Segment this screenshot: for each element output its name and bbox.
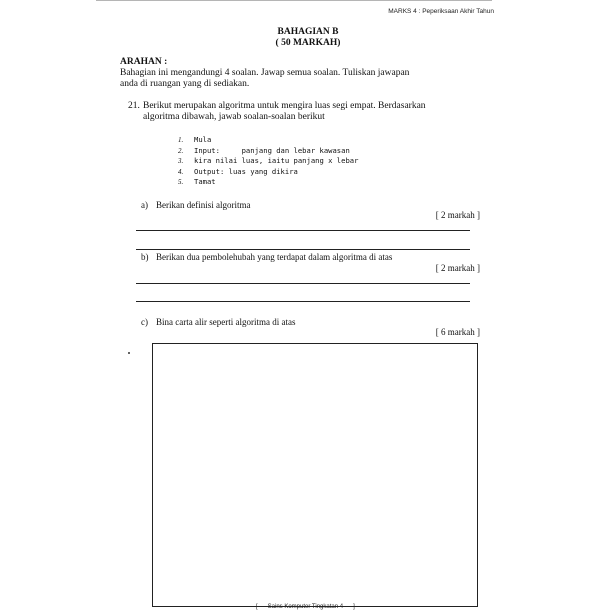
- part-c-label: c): [141, 317, 148, 327]
- part-b-marks: [ 2 markah ]: [435, 263, 480, 273]
- step-text: Tamat: [194, 177, 216, 186]
- part-a-label: a): [141, 200, 148, 210]
- instructions-line-2: anda di ruangan yang di sediakan.: [120, 79, 250, 89]
- question-number: 21.: [128, 101, 140, 111]
- step-text: kira nilai luas, iaitu panjang x lebar: [194, 156, 359, 165]
- algorithm-list: [178, 135, 358, 188]
- footer-close-bracket: ]: [353, 604, 355, 610]
- question-text-line-1: Berikut merupakan algoritma untuk mengira luas segi empat. Berdasarkan: [143, 101, 426, 111]
- instructions-label: ARAHAN :: [120, 57, 168, 67]
- footer-open-bracket: [: [256, 604, 258, 610]
- step-number: 2.: [178, 146, 184, 155]
- algorithm-step: [178, 135, 358, 146]
- step-number: 1.: [178, 136, 184, 144]
- part-b-label: b): [141, 252, 149, 262]
- part-b-text: Berikan dua pembolehubah yang terdapat dalam algoritma di atas: [156, 252, 393, 262]
- answer-line-a1[interactable]: [136, 230, 470, 231]
- answer-line-b1[interactable]: [136, 283, 470, 284]
- part-a-marks: [ 2 markah ]: [435, 210, 480, 220]
- step-number: 5.: [178, 178, 184, 186]
- question-text: [143, 101, 426, 123]
- algorithm-step: [178, 167, 358, 178]
- stray-dot: [128, 352, 130, 354]
- section-title: BAHAGIAN B: [277, 27, 339, 37]
- footer-text: Sains Komputer Tingkatan 4: [267, 604, 344, 610]
- algorithm-step: [178, 146, 358, 157]
- algorithm-step: [178, 156, 358, 167]
- header-rule: [96, 0, 492, 1]
- answer-line-a2[interactable]: [136, 249, 470, 250]
- step-text: Mula: [194, 135, 212, 144]
- answer-line-b2[interactable]: [136, 301, 470, 302]
- step-number: 4.: [178, 167, 184, 176]
- part-c-text: Bina carta alir seperti algoritma di atas: [156, 317, 296, 327]
- running-header: MARKS 4 : Peperiksaan Akhir Tahun: [388, 8, 494, 15]
- part-c-marks: [ 6 markah ]: [435, 327, 480, 337]
- step-number: 3.: [178, 157, 184, 165]
- section-marks: ( 50 MARKAH): [275, 38, 341, 48]
- flowchart-answer-box[interactable]: [152, 343, 478, 607]
- step-text: Output: luas yang dikira: [194, 166, 298, 176]
- part-a-text: Berikan definisi algoritma: [156, 200, 251, 210]
- algorithm-step: [178, 177, 358, 188]
- instructions-line-1: Bahagian ini mengandungi 4 soalan. Jawap semua soalan. Tuliskan jawapan: [120, 68, 410, 78]
- question-text-line-2: algoritma dibawah, jawab soalan-soalan berikut: [143, 112, 325, 122]
- page-footer: [246, 604, 365, 610]
- step-text: Input: panjang dan lebar kawasan: [194, 145, 350, 155]
